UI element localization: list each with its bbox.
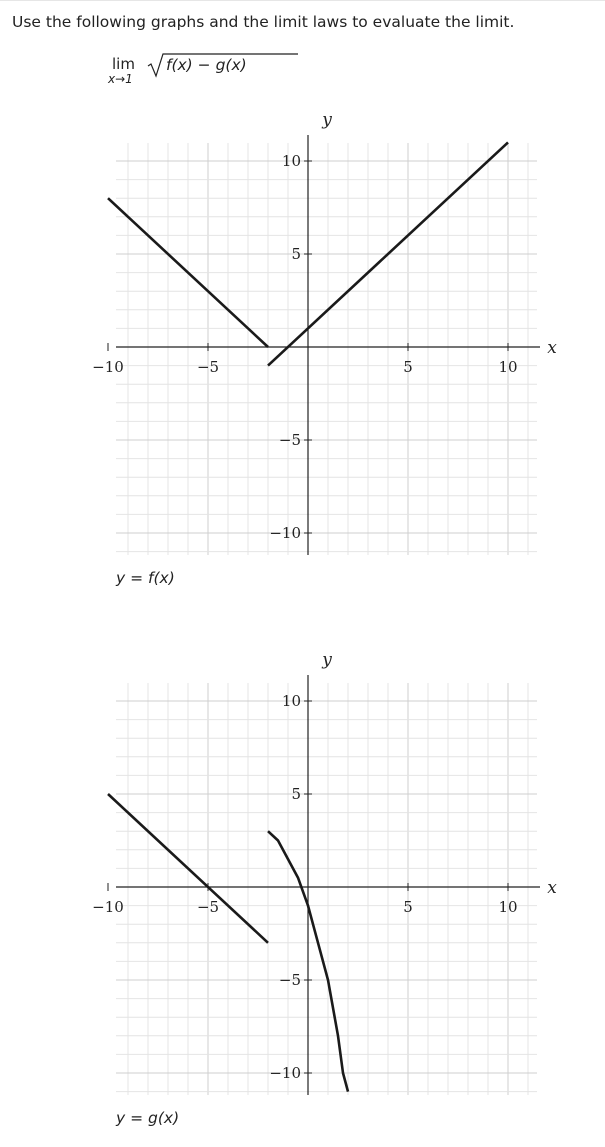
- x-tick-label: 5: [403, 898, 413, 916]
- x-tick-label: 5: [403, 358, 413, 376]
- chart-g-caption: y = g(x): [116, 1109, 180, 1127]
- chart-f-caption: y = f(x): [116, 569, 175, 587]
- x-tick-label: 10: [498, 358, 518, 376]
- x-tick-label: −10: [92, 898, 124, 916]
- grid: [116, 143, 537, 555]
- chart-f: [0, 105, 605, 565]
- limit-radicand: f(x) − g(x): [166, 56, 247, 74]
- x-axis-label: x: [547, 338, 557, 358]
- x-tick-label: 10: [498, 898, 518, 916]
- x-axis-label: x: [547, 878, 557, 898]
- chart-g-plot: [0, 645, 605, 1105]
- x-tick-label: −10: [92, 358, 124, 376]
- y-tick-label: 10: [281, 692, 301, 710]
- grid: [116, 683, 537, 1095]
- top-divider: [0, 0, 605, 1]
- lim-subscript: x→1: [108, 72, 133, 86]
- x-tick-label: −5: [196, 898, 220, 916]
- y-tick-label: −10: [269, 524, 301, 542]
- y-tick-label: 5: [291, 785, 301, 803]
- y-axis-label: y: [322, 110, 332, 130]
- x-tick-label: −5: [196, 358, 220, 376]
- y-tick-label: 10: [281, 152, 301, 170]
- lim-operator: lim: [112, 55, 135, 73]
- chart-g: [0, 645, 605, 1105]
- y-tick-label: −10: [269, 1064, 301, 1082]
- y-tick-label: −5: [278, 971, 301, 989]
- y-tick-label: 5: [291, 245, 301, 263]
- y-tick-label: −5: [278, 431, 301, 449]
- instruction-text: Use the following graphs and the limit laws to evaluate the limit.: [12, 13, 515, 31]
- y-axis-label: y: [322, 650, 332, 670]
- chart-f-plot: [0, 105, 605, 565]
